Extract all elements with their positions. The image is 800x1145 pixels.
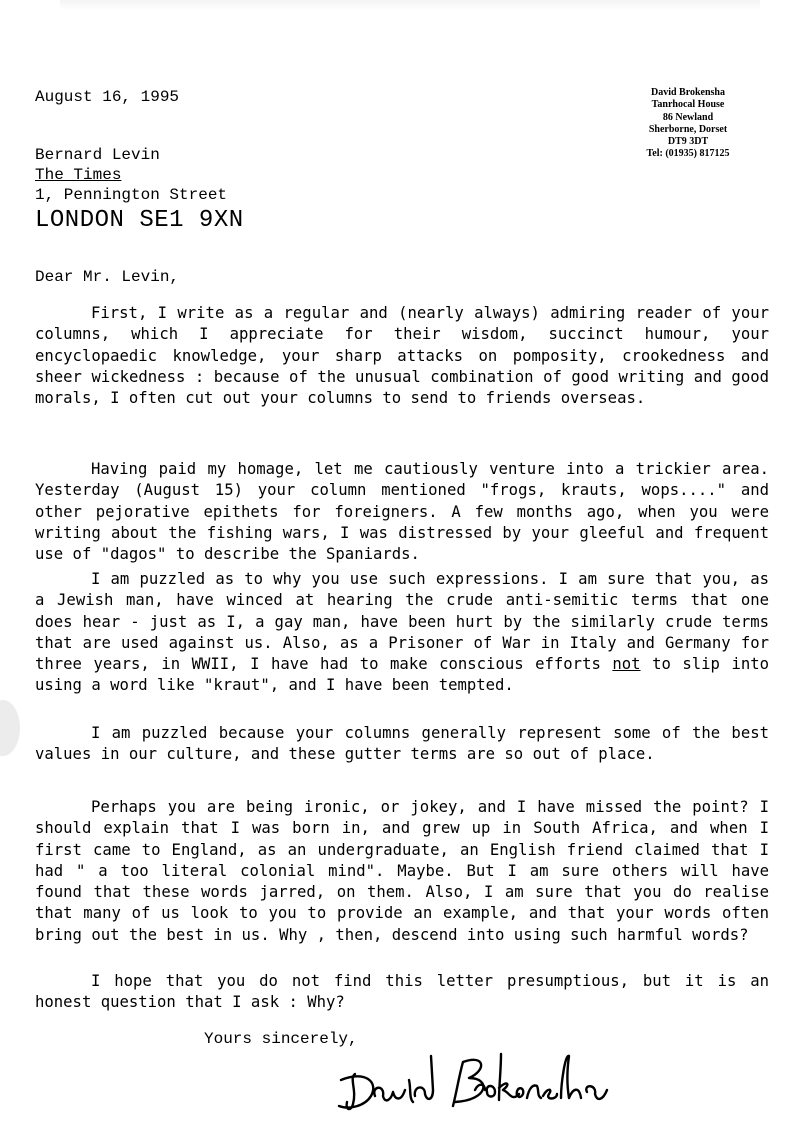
recipient-address: [35, 145, 244, 236]
recipient-city: LONDON SE1 9XN: [35, 207, 244, 234]
recipient-street: 1, Pennington Street: [35, 186, 228, 204]
closing: Yours sincerely,: [204, 1030, 358, 1048]
paragraph-5: Perhaps you are being ironic, or jokey, and I have missed the point? I should explain that I was born in, and grew up in South Africa, and when I first came to England, as an undergraduate, an English friend claimed that I had " a too literal colonial mind". Maybe. But I am sure others will have found that these words jarred, on them. Also, I am sure that you do realise that many of us look to you to provide an example, and that your words often bring out the best in us. Why , then, descend into using such harmful words?: [35, 798, 769, 944]
paragraph-4: I am puzzled because your columns generally represent some of the best values in our culture, and these gutter terms are so out of place.: [35, 724, 769, 764]
letter-date: August 16, 1995: [35, 88, 180, 106]
salutation: Dear Mr. Levin,: [35, 268, 180, 286]
paragraph-2: Having paid my homage, let me cautiously venture into a trickier area. Yesterday (August 15) your column mentioned "frogs, krauts, wops...." and other pejorative epithets for foreigners. A few months ago, when you were writing about the fishing wars, I was distressed by your gleeful and frequent use of "dagos" to describe the Spaniards.: [35, 460, 769, 564]
handwritten-signature: [335, 1040, 635, 1120]
sender-house: Tanrhocal House: [651, 99, 725, 111]
paragraph-6: I hope that you do not find this letter presumptious, but it is an honest question that I ask : Why?: [35, 972, 769, 1012]
paragraph-3-text-before: I am puzzled as to why you use such expressions. I am sure that you, as a Jewish man, have winced at hearing the crude anti-semitic terms that one does hear - just as I, a gay man, have been hurt by the similarly crude terms that are used against us. Also, as a Prisoner of War in Italy and Germany for three years, in WWII, I have had to make conscious efforts: [35, 570, 769, 674]
sender-postcode: DT9 3DT: [667, 136, 709, 148]
recipient-organisation: The Times: [35, 166, 122, 184]
paragraph-3: [35, 569, 769, 697]
paragraph-3-emphasis: not: [612, 655, 641, 674]
page-edge-blot: [0, 700, 20, 756]
sender-street: 86 Newland: [662, 111, 714, 123]
signature-stroke: [475, 1054, 607, 1100]
signature-stroke: [453, 1060, 483, 1106]
sender-telephone: Tel: (01935) 817125: [646, 148, 730, 160]
paragraph-1: First, I write as a regular and (nearly always) admiring reader of your columns, which I appreciate for their wisdom, succinct humour, your encyclopaedic knowledge, your sharp attacks on pomposity, crookedness and sheer wickedness : because of the unusual combination of good writing and good morals, I often cut out your columns to send to friends overseas.: [35, 304, 769, 408]
recipient-name: Bernard Levin: [35, 146, 160, 164]
top-edge-smudge: [60, 0, 760, 10]
signature-stroke: [339, 1074, 373, 1109]
sender-name: David Brokensha: [650, 87, 725, 98]
paragraph-3-text-after: to slip into using a word like "kraut", and I have been tempted.: [35, 655, 769, 695]
sender-letterhead: [602, 87, 774, 161]
sender-town: Sherborne, Dorset: [648, 123, 728, 135]
signature-stroke: [374, 1056, 433, 1102]
